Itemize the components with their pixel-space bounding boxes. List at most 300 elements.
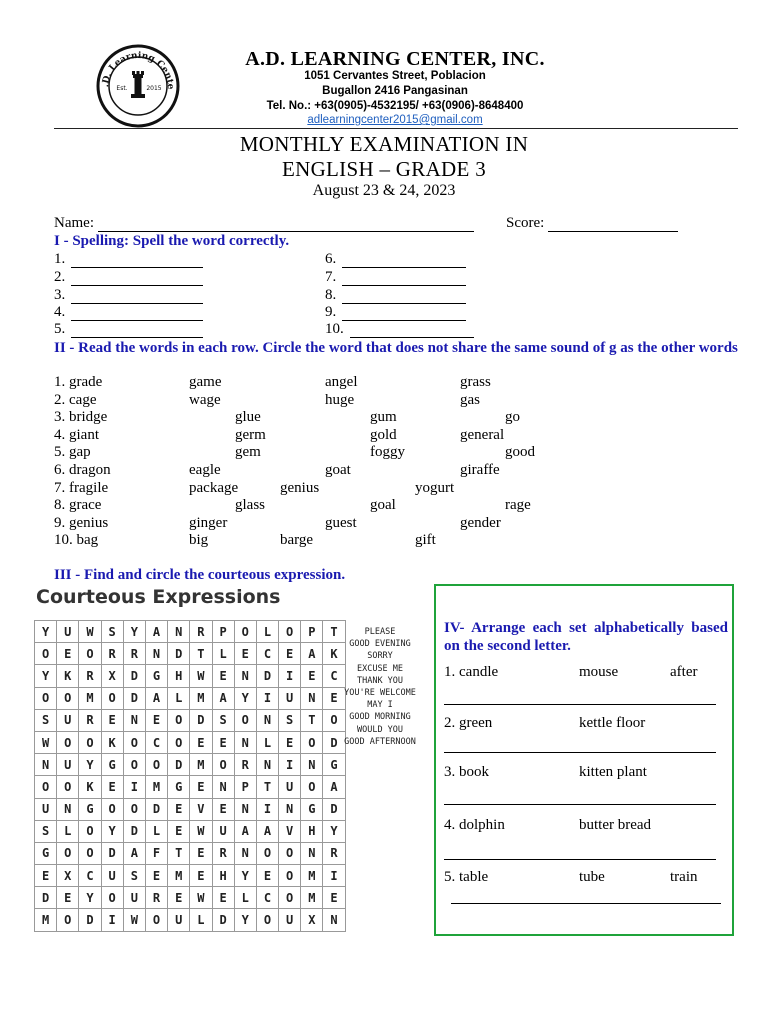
word-choice[interactable]: goal — [370, 497, 396, 514]
name-label: Name: — [54, 215, 94, 231]
grid-cell[interactable]: D — [256, 665, 278, 687]
grid-cell[interactable]: E — [168, 820, 190, 842]
grid-cell[interactable]: R — [123, 643, 145, 665]
grid-cell[interactable]: R — [190, 621, 212, 643]
grid-cell[interactable]: N — [145, 643, 167, 665]
grid-cell[interactable]: O — [168, 709, 190, 731]
grid-cell[interactable]: H — [168, 665, 190, 687]
grid-cell[interactable]: S — [279, 709, 301, 731]
grid-cell[interactable]: Y — [101, 820, 123, 842]
item-number: 4. — [54, 304, 66, 320]
grid-cell[interactable]: M — [190, 754, 212, 776]
grid-cell[interactable]: Y — [79, 887, 101, 909]
set-label: 4. dolphin — [444, 817, 505, 833]
grid-cell[interactable]: E — [256, 865, 278, 887]
grid-cell[interactable]: N — [256, 754, 278, 776]
grid-cell[interactable]: L — [212, 643, 234, 665]
grid-cell[interactable]: Y — [234, 687, 256, 709]
set-word: kitten plant — [579, 764, 647, 780]
answer-blank[interactable] — [71, 267, 203, 268]
word-choice[interactable]: gender — [460, 514, 501, 531]
grid-cell[interactable]: C — [79, 865, 101, 887]
grid-cell[interactable]: I — [123, 776, 145, 798]
grid-cell[interactable]: O — [123, 798, 145, 820]
grid-cell[interactable]: E — [35, 865, 57, 887]
word-choice[interactable]: game — [189, 374, 222, 390]
grid-cell[interactable]: O — [234, 621, 256, 643]
word-list-item: PLEASE — [364, 627, 396, 637]
grid-cell[interactable]: A — [256, 820, 278, 842]
grid-cell[interactable]: O — [101, 887, 123, 909]
set-word: butter bread — [579, 817, 652, 833]
grid-row — [35, 643, 346, 665]
grid-cell[interactable]: E — [57, 887, 79, 909]
grid-cell[interactable]: S — [212, 709, 234, 731]
grid-cell[interactable]: Y — [234, 909, 256, 931]
answer-line[interactable] — [451, 903, 721, 904]
word-choice[interactable]: general — [460, 426, 505, 443]
grid-cell[interactable]: Y — [234, 865, 256, 887]
row-label: 7. fragile — [54, 479, 109, 496]
grid-cell[interactable]: U — [57, 754, 79, 776]
grid-cell[interactable]: C — [256, 643, 278, 665]
grid-cell[interactable]: E — [190, 776, 212, 798]
grid-cell[interactable]: O — [57, 687, 79, 709]
grid-cell[interactable]: M — [79, 687, 101, 709]
word-choice[interactable]: goat — [325, 462, 351, 478]
set-word: after — [670, 664, 698, 680]
grid-cell[interactable]: R — [323, 842, 345, 864]
word-choice[interactable]: glass — [235, 497, 265, 514]
grid-cell[interactable]: O — [101, 687, 123, 709]
answer-blank[interactable] — [71, 337, 203, 338]
grid-row — [35, 776, 346, 798]
spelling-item — [54, 287, 203, 304]
grid-cell[interactable]: D — [35, 887, 57, 909]
grid-cell[interactable]: E — [323, 687, 345, 709]
grid-row — [35, 754, 346, 776]
section1-heading: I - Spelling: Spell the word correctly. — [54, 233, 290, 249]
grid-cell[interactable]: G — [79, 798, 101, 820]
grid-cell[interactable]: I — [323, 865, 345, 887]
grid-cell[interactable]: C — [145, 731, 167, 753]
item-number: 3. — [54, 287, 66, 303]
grid-cell[interactable]: U — [279, 909, 301, 931]
grid-cell[interactable]: D — [123, 687, 145, 709]
grid-cell[interactable]: G — [145, 665, 167, 687]
grid-cell[interactable]: T — [190, 643, 212, 665]
grid-cell[interactable]: O — [57, 909, 79, 931]
grid-cell[interactable]: E — [168, 887, 190, 909]
answer-line[interactable] — [444, 804, 716, 805]
grid-cell[interactable]: N — [256, 709, 278, 731]
grid-cell[interactable]: O — [234, 709, 256, 731]
grid-cell[interactable]: E — [279, 643, 301, 665]
grid-cell[interactable]: T — [168, 842, 190, 864]
grid-cell[interactable]: N — [57, 798, 79, 820]
grid-cell[interactable]: L — [234, 887, 256, 909]
grid-cell[interactable]: O — [323, 709, 345, 731]
word-choice[interactable]: guest — [325, 514, 357, 531]
grid-row — [35, 798, 346, 820]
grid-cell[interactable]: R — [101, 643, 123, 665]
grid-cell[interactable]: O — [256, 842, 278, 864]
grid-cell[interactable]: M — [168, 865, 190, 887]
grid-cell[interactable]: W — [190, 887, 212, 909]
grid-cell[interactable]: Y — [323, 820, 345, 842]
section4-heading: IV- Arrange each set alphabetically based on the second letter. — [444, 620, 728, 654]
grid-cell[interactable]: I — [101, 909, 123, 931]
word-choice[interactable]: gas — [460, 391, 480, 408]
score-blank[interactable] — [548, 231, 678, 232]
grid-cell[interactable]: G — [35, 842, 57, 864]
word-choice[interactable]: yogurt — [415, 479, 455, 496]
grid-cell[interactable]: O — [145, 909, 167, 931]
grid-cell[interactable]: M — [190, 687, 212, 709]
grid-cell[interactable]: E — [57, 643, 79, 665]
grid-cell[interactable]: I — [256, 798, 278, 820]
word-list-item: GOOD MORNING — [349, 712, 411, 723]
section3-heading: III - Find and circle the courteous expression. — [54, 567, 346, 583]
grid-cell[interactable]: U — [35, 798, 57, 820]
grid-cell[interactable]: O — [145, 754, 167, 776]
grid-row — [35, 842, 346, 864]
grid-cell[interactable]: N — [35, 754, 57, 776]
grid-cell[interactable]: E — [190, 865, 212, 887]
grid-cell[interactable]: U — [168, 909, 190, 931]
grid-cell[interactable]: D — [79, 909, 101, 931]
word-choice[interactable]: wage — [189, 391, 221, 408]
word-list-item: MAY I — [367, 700, 393, 711]
grid-cell[interactable]: U — [212, 820, 234, 842]
grid-cell[interactable]: E — [101, 709, 123, 731]
grid-cell[interactable]: N — [234, 665, 256, 687]
grid-cell[interactable]: T — [301, 709, 323, 731]
grid-cell[interactable]: D — [323, 798, 345, 820]
grid-cell[interactable]: E — [101, 776, 123, 798]
grid-cell[interactable]: D — [123, 665, 145, 687]
logo-text: .D. Learning Cente — [100, 50, 176, 90]
grid-cell[interactable]: K — [323, 643, 345, 665]
exam-date: August 23 & 24, 2023 — [312, 182, 456, 199]
address-line-2: Bugallon 2416 Pangasinan — [322, 85, 468, 97]
name-row — [54, 215, 474, 232]
grid-cell[interactable]: C — [256, 887, 278, 909]
grid-cell[interactable]: Y — [123, 621, 145, 643]
grid-cell[interactable]: U — [279, 776, 301, 798]
grid-cell[interactable]: E — [168, 798, 190, 820]
set-label: 3. book — [444, 764, 489, 780]
grid-row — [35, 887, 346, 909]
logo-year: 2015 — [146, 85, 162, 92]
grid-cell[interactable]: L — [57, 820, 79, 842]
grid-cell[interactable]: O — [123, 731, 145, 753]
grid-cell[interactable]: H — [301, 820, 323, 842]
grid-cell[interactable]: S — [101, 621, 123, 643]
grid-cell[interactable]: N — [279, 798, 301, 820]
answer-blank[interactable] — [342, 267, 466, 268]
grid-cell[interactable]: N — [234, 731, 256, 753]
row-label: 10. bag — [54, 532, 99, 549]
grid-cell[interactable]: E — [301, 665, 323, 687]
word-choice[interactable]: gem — [235, 444, 261, 461]
grid-cell[interactable]: E — [190, 842, 212, 864]
grid-cell[interactable]: L — [168, 687, 190, 709]
score-label: Score: — [506, 215, 545, 231]
grid-cell[interactable]: X — [101, 665, 123, 687]
spelling-item — [54, 321, 203, 338]
grid-cell[interactable]: O — [79, 731, 101, 753]
word-choice[interactable]: huge — [325, 391, 355, 408]
grid-cell[interactable]: G — [168, 776, 190, 798]
grid-cell[interactable]: N — [301, 754, 323, 776]
logo-est: Est. — [116, 85, 128, 92]
row-label: 1. grade — [54, 374, 103, 390]
grid-cell[interactable]: N — [234, 842, 256, 864]
grid-cell[interactable]: G — [301, 798, 323, 820]
grid-cell[interactable]: O — [301, 731, 323, 753]
grid-cell[interactable]: A — [145, 621, 167, 643]
answer-blank[interactable] — [350, 337, 474, 338]
grid-cell[interactable]: O — [35, 687, 57, 709]
grid-cell[interactable]: A — [234, 820, 256, 842]
grid-cell[interactable]: O — [79, 842, 101, 864]
grid-cell[interactable]: O — [301, 776, 323, 798]
grid-cell[interactable]: E — [145, 865, 167, 887]
grid-cell[interactable]: R — [79, 709, 101, 731]
grid-cell[interactable]: R — [79, 665, 101, 687]
word-choice[interactable]: eagle — [189, 462, 221, 478]
grid-cell[interactable]: V — [279, 820, 301, 842]
grid-cell[interactable]: Y — [79, 754, 101, 776]
spelling-item — [54, 269, 203, 286]
logo — [96, 44, 180, 128]
grid-cell[interactable]: O — [79, 643, 101, 665]
grid-cell[interactable]: G — [323, 754, 345, 776]
score-row — [506, 215, 678, 232]
grid-cell[interactable]: D — [101, 842, 123, 864]
grid-cell[interactable]: K — [101, 731, 123, 753]
spelling-item — [325, 304, 466, 321]
grid-cell[interactable]: D — [123, 820, 145, 842]
grid-cell[interactable]: O — [101, 798, 123, 820]
grid-cell[interactable]: E — [212, 887, 234, 909]
answer-line[interactable] — [444, 752, 716, 753]
grid-cell[interactable]: W — [35, 731, 57, 753]
grid-cell[interactable]: N — [301, 842, 323, 864]
grid-cell[interactable]: U — [101, 865, 123, 887]
grid-cell[interactable]: K — [79, 776, 101, 798]
grid-cell[interactable]: O — [57, 842, 79, 864]
grid-row — [35, 731, 346, 753]
grid-row — [35, 621, 346, 643]
grid-cell[interactable]: R — [234, 754, 256, 776]
grid-cell[interactable]: U — [57, 621, 79, 643]
grid-cell[interactable]: R — [145, 887, 167, 909]
grid-cell[interactable]: E — [234, 643, 256, 665]
word-choice[interactable]: package — [189, 479, 239, 496]
name-blank[interactable] — [98, 231, 474, 232]
word-choice[interactable]: germ — [235, 426, 266, 443]
grid-cell[interactable]: T — [256, 776, 278, 798]
grid-cell[interactable]: O — [35, 643, 57, 665]
set-word: mouse — [579, 664, 619, 680]
word-choice[interactable]: giraffe — [460, 462, 500, 478]
grid-cell[interactable]: E — [212, 665, 234, 687]
grid-cell[interactable]: W — [79, 621, 101, 643]
grid-cell[interactable]: O — [57, 776, 79, 798]
grid-cell[interactable]: I — [279, 665, 301, 687]
grid-cell[interactable]: D — [168, 754, 190, 776]
grid-cell[interactable]: W — [123, 909, 145, 931]
grid-cell[interactable]: P — [234, 776, 256, 798]
word-search-grid[interactable] — [34, 620, 346, 932]
puzzle-title: Courteous Expressions — [36, 586, 281, 608]
grid-cell[interactable]: W — [190, 665, 212, 687]
grid-cell[interactable]: A — [123, 842, 145, 864]
grid-cell[interactable]: S — [35, 709, 57, 731]
grid-cell[interactable]: N — [168, 621, 190, 643]
grid-cell[interactable]: W — [190, 820, 212, 842]
grid-cell[interactable]: A — [212, 687, 234, 709]
grid-cell[interactable]: M — [301, 865, 323, 887]
grid-cell[interactable]: O — [35, 776, 57, 798]
grid-cell[interactable]: O — [168, 731, 190, 753]
row-label: 2. cage — [54, 391, 97, 408]
word-list-item: YOU'RE WELCOME — [344, 688, 416, 699]
spelling-item — [325, 287, 466, 304]
grid-cell[interactable]: L — [190, 909, 212, 931]
item-number: 8. — [325, 287, 337, 303]
grid-cell[interactable]: N — [234, 798, 256, 820]
word-choice[interactable]: gold — [370, 426, 397, 443]
grid-cell[interactable]: O — [123, 754, 145, 776]
grid-cell[interactable]: S — [35, 820, 57, 842]
grid-cell[interactable]: O — [279, 887, 301, 909]
header-divider — [54, 128, 738, 129]
grid-cell[interactable]: E — [145, 709, 167, 731]
word-choice[interactable]: genius — [280, 479, 320, 496]
word-choice[interactable]: gum — [370, 409, 397, 426]
set-label: 1. candle — [444, 664, 499, 680]
word-choice[interactable]: good — [505, 444, 535, 461]
grid-cell[interactable]: E — [190, 731, 212, 753]
grid-cell[interactable]: D — [145, 798, 167, 820]
grid-cell[interactable]: O — [256, 909, 278, 931]
word-list-item: SORRY — [367, 651, 393, 662]
word-choice[interactable]: barge — [280, 532, 314, 549]
grid-cell[interactable]: L — [256, 731, 278, 753]
grid-row — [35, 665, 346, 687]
word-choice[interactable]: glue — [235, 409, 261, 426]
answer-blank[interactable] — [71, 285, 203, 286]
grid-cell[interactable]: T — [323, 621, 345, 643]
word-choice[interactable]: big — [189, 532, 209, 549]
item-number: 1. — [54, 251, 66, 267]
grid-cell[interactable]: M — [35, 909, 57, 931]
grid-cell[interactable]: U — [57, 709, 79, 731]
word-choice[interactable]: grass — [460, 374, 491, 390]
grid-cell[interactable]: M — [145, 776, 167, 798]
word-choice[interactable]: go — [505, 409, 520, 426]
grid-cell[interactable]: D — [212, 909, 234, 931]
answer-line[interactable] — [444, 704, 716, 705]
grid-cell[interactable]: E — [212, 731, 234, 753]
grid-cell[interactable]: F — [145, 842, 167, 864]
grid-cell[interactable]: P — [212, 621, 234, 643]
word-choice[interactable]: angel — [325, 374, 358, 390]
word-list-item: EXCUSE ME — [356, 663, 404, 674]
grid-cell[interactable]: N — [123, 709, 145, 731]
grid-cell[interactable]: U — [123, 887, 145, 909]
row-label: 9. genius — [54, 514, 109, 531]
word-choice[interactable]: foggy — [370, 444, 405, 461]
grid-cell[interactable]: A — [301, 643, 323, 665]
row-label: 4. giant — [54, 426, 99, 443]
grid-cell[interactable]: N — [323, 909, 345, 931]
answer-blank[interactable] — [342, 285, 466, 286]
word-choice[interactable]: gift — [415, 532, 436, 549]
grid-cell[interactable]: K — [57, 665, 79, 687]
grid-cell[interactable]: U — [279, 687, 301, 709]
grid-cell[interactable]: Y — [35, 621, 57, 643]
answer-line[interactable] — [444, 859, 716, 860]
grid-cell[interactable]: D — [190, 709, 212, 731]
grid-cell[interactable]: V — [190, 798, 212, 820]
grid-cell[interactable]: O — [279, 865, 301, 887]
grid-cell[interactable]: A — [145, 687, 167, 709]
grid-cell[interactable]: I — [279, 754, 301, 776]
grid-cell[interactable]: D — [168, 643, 190, 665]
grid-cell[interactable]: O — [57, 731, 79, 753]
grid-cell[interactable]: Y — [35, 665, 57, 687]
grid-cell[interactable]: L — [145, 820, 167, 842]
grid-cell[interactable]: P — [301, 621, 323, 643]
grid-cell[interactable]: E — [212, 798, 234, 820]
grid-cell[interactable]: E — [279, 731, 301, 753]
grid-cell[interactable]: X — [57, 865, 79, 887]
email-link[interactable]: adlearningcenter2015@gmail.com — [307, 114, 483, 126]
word-choice[interactable]: rage — [505, 497, 531, 514]
grid-cell[interactable]: L — [256, 621, 278, 643]
grid-cell[interactable]: E — [323, 887, 345, 909]
grid-cell[interactable]: O — [212, 754, 234, 776]
grid-cell[interactable]: D — [323, 731, 345, 753]
set-label: 2. green — [444, 715, 493, 731]
grid-cell[interactable]: N — [301, 687, 323, 709]
grid-cell[interactable]: S — [123, 865, 145, 887]
grid-cell[interactable]: O — [279, 621, 301, 643]
grid-cell[interactable]: O — [279, 842, 301, 864]
grid-cell[interactable]: O — [79, 820, 101, 842]
word-choice[interactable]: ginger — [189, 514, 228, 531]
word-list-item: WOULD YOU — [356, 724, 404, 735]
grid-cell[interactable]: A — [323, 776, 345, 798]
spelling-item — [54, 304, 203, 321]
grid-cell[interactable]: R — [212, 842, 234, 864]
set-word: kettle floor — [579, 715, 646, 731]
grid-cell[interactable]: C — [323, 665, 345, 687]
item-number: 9. — [325, 304, 337, 320]
grid-cell[interactable]: G — [101, 754, 123, 776]
word-list — [338, 626, 422, 748]
grid-cell[interactable]: X — [301, 909, 323, 931]
spelling-item — [325, 251, 466, 268]
grid-cell[interactable]: M — [301, 887, 323, 909]
grid-cell[interactable]: N — [212, 776, 234, 798]
grid-cell[interactable]: H — [212, 865, 234, 887]
grid-cell[interactable]: I — [256, 687, 278, 709]
